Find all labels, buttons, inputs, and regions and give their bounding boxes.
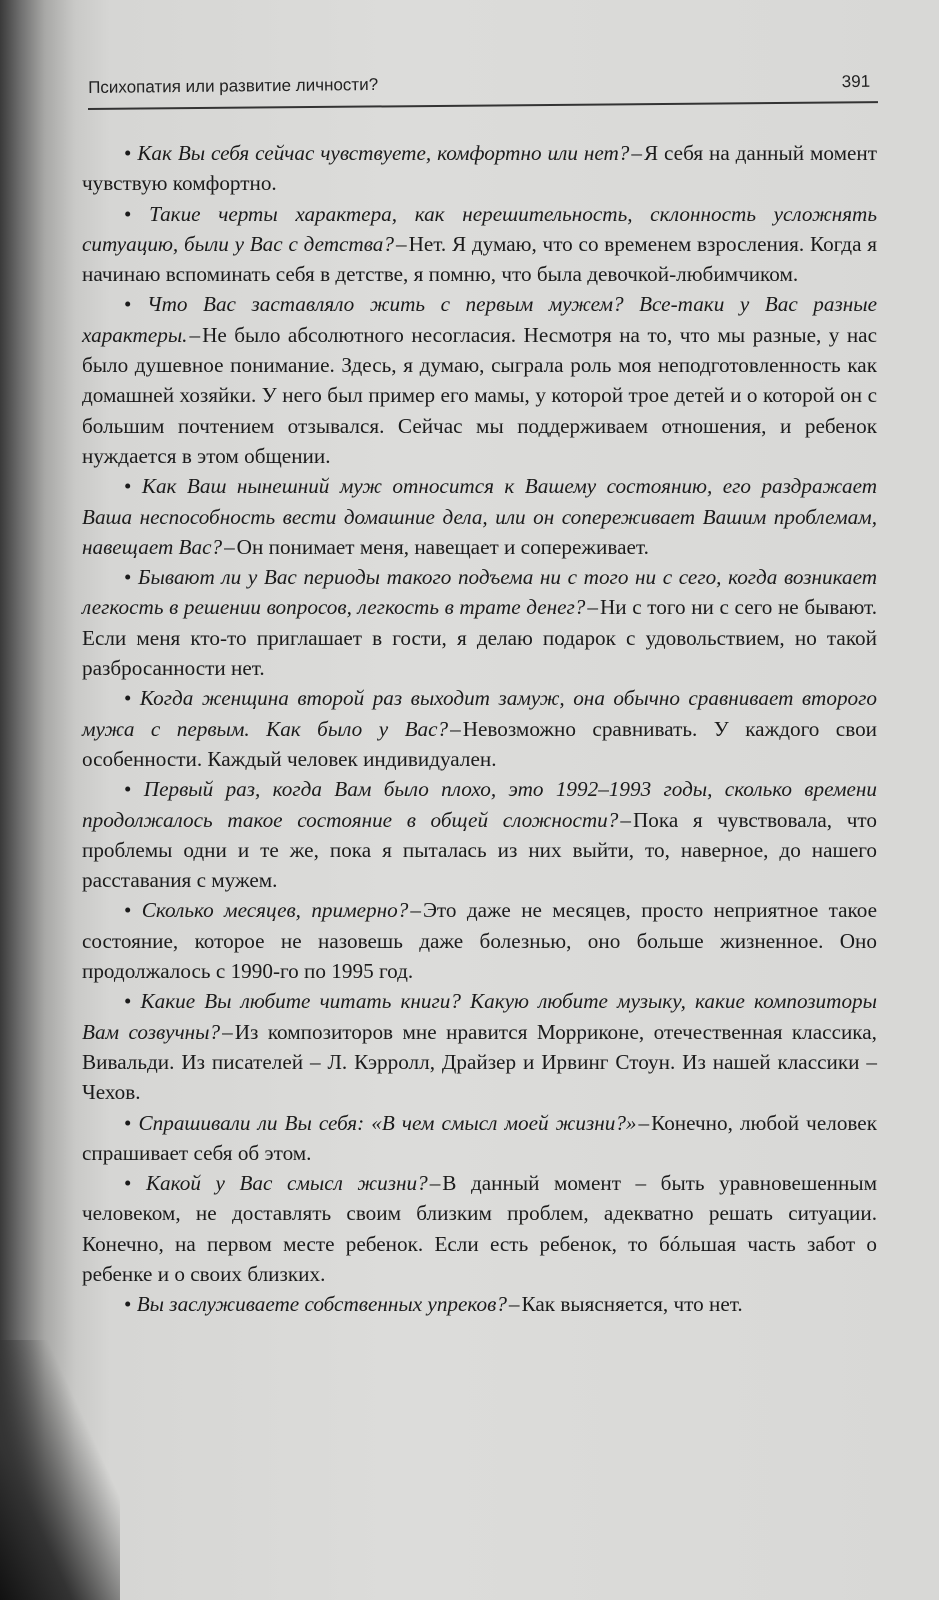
question: Какие Вы любите читать книги? Какую любите музыку, какие композиторы Вам созвучны?	[82, 989, 877, 1044]
dash: –	[508, 1292, 520, 1317]
dash: –	[620, 807, 631, 832]
question: Такие черты характера, как нерешительность, склонность усложнять ситуацию, были у Вас с детства?	[82, 201, 877, 256]
dash: –	[222, 1019, 233, 1044]
dash: –	[429, 1171, 441, 1196]
chapter-title: Психопатия или развитие личности?	[88, 74, 379, 97]
question: Вы заслуживаете собственных упреков?	[136, 1292, 507, 1317]
bullet-icon: •	[124, 898, 132, 923]
answer: Как выясняется, что нет.	[521, 1292, 743, 1317]
qa-paragraph	[82, 138, 877, 199]
question: Первый раз, когда Вам было плохо, это 1992–1993 годы, сколько времени продолжалось такое состояние в общей сложности?	[82, 777, 877, 832]
question: Сколько месяцев, примерно?	[141, 898, 409, 923]
bullet-icon: •	[124, 989, 132, 1014]
bullet-icon: •	[124, 686, 132, 711]
bullet-icon: •	[124, 474, 132, 499]
answer: Не было абсолютного несогласия. Несмотря на то, что мы разные, у нас было душевное понимание. Здесь, я думаю, сыграла роль моя неподготовленность как домашней хозяйки. У него был пример его мамы, у которой трое детей и о которой он с большим почтением отзывался. Сейчас мы поддерживаем отношения, и ребенок нуждается в этом общении.	[82, 322, 877, 468]
running-head	[88, 66, 888, 104]
question: Какой у Вас смысл жизни?	[145, 1171, 428, 1196]
dash: –	[450, 716, 461, 741]
question: Бывают ли у Вас периоды такого подъема ни с того ни с сего, когда возникает легкость в решении вопросов, легкость в трате денег?	[82, 565, 877, 620]
dash: –	[587, 595, 598, 620]
bullet-icon: •	[124, 1292, 132, 1317]
answer: Я себя на данный момент чувствую комфортно.	[82, 141, 878, 196]
answer: Невозможно сравнивать. У каждого свои особенности. Каждый человек индивидуален.	[82, 716, 878, 771]
body-text	[82, 138, 877, 1320]
qa-paragraph	[82, 1289, 877, 1319]
qa-paragraph	[82, 562, 877, 683]
question: Как Вы себя сейчас чувствуете, комфортно или нет?	[137, 141, 630, 165]
question: Когда женщина второй раз выходит замуж, она обычно сравнивает второго мужа с первым. Как было у Вас?	[82, 686, 877, 741]
question: Как Ваш нынешний муж относится к Вашему состоянию, его раздражает Ваша неспособность вести домашние дела, или он сопереживает Вашим проблемам, навещает Вас?	[82, 474, 877, 559]
answer: Нет. Я думаю, что со временем взросления. Когда я начинаю вспоминать себя в детстве, я помню, что была девочкой-любимчиком.	[82, 231, 877, 287]
qa-paragraph	[82, 986, 877, 1107]
bullet-icon: •	[124, 777, 132, 802]
answer: Это даже не месяцев, просто неприятное такое состояние, которое не назовешь даже болезнью, оно больше жизненное. Оно продолжалось с 1990-го по 1995 год.	[82, 898, 878, 984]
answer: Из композиторов мне нравится Морриконе, отечественная классика, Вивальди. Из писателей – Л. Кэрролл, Драйзер и Ирвинг Стоун. Из нашей классики – Чехов.	[82, 1019, 877, 1105]
qa-paragraph	[82, 683, 877, 774]
bullet-icon: •	[124, 1171, 132, 1196]
qa-paragraph	[82, 471, 877, 562]
answer: Конечно, любой человек спрашивает себя об этом.	[82, 1110, 877, 1165]
qa-paragraph	[82, 199, 877, 290]
answer: Он понимает меня, навещает и сопереживает.	[236, 534, 649, 559]
qa-paragraph	[82, 774, 877, 895]
page-number: 391	[841, 71, 871, 92]
bullet-icon: •	[124, 201, 132, 226]
bullet-icon: •	[124, 141, 132, 165]
qa-paragraph	[82, 1108, 877, 1169]
dash: –	[189, 322, 201, 347]
spine-shadow	[0, 1340, 120, 1600]
dash: –	[395, 231, 407, 256]
answer: В данный момент – быть уравновешенным человеком, не доставлять своим близким проблем, адекватно решать ситуации. Конечно, на первом месте ребенок. Если есть ребенок, то бóльшая часть забот о ребенке и о своих близких.	[82, 1171, 878, 1286]
question: Спрашивали ли Вы себя: «В чем смысл моей жизни?»	[138, 1110, 637, 1135]
bullet-icon: •	[124, 1110, 132, 1135]
bullet-icon: •	[124, 565, 132, 590]
dash: –	[224, 534, 235, 559]
qa-paragraph	[82, 289, 877, 471]
question: Что Вас заставляло жить с первым мужем? Все-таки у Вас разные характеры.	[82, 292, 877, 347]
answer: Пока я чувствовала, что проблемы одни и те же, пока я пыталась из них выйти, то, наверное, до нашего расставания с мужем.	[82, 807, 877, 893]
dash: –	[410, 898, 421, 923]
dash: –	[631, 141, 642, 165]
dash: –	[638, 1110, 650, 1135]
bullet-icon: •	[124, 292, 132, 317]
qa-paragraph	[82, 1168, 877, 1289]
qa-paragraph	[82, 895, 877, 986]
answer: Ни с того ни с сего не бывают. Если меня кто-то приглашает в гости, я делаю подарок с удовольствием, но такой разбросанности нет.	[82, 595, 877, 681]
